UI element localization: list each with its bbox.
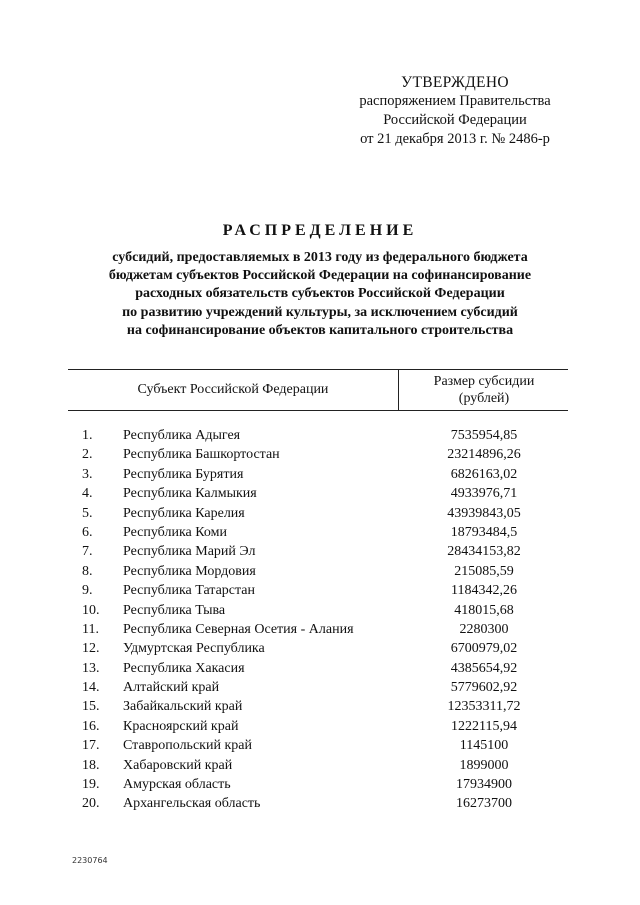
document-code: 2230764	[72, 856, 108, 865]
row-number: 1.	[82, 428, 93, 443]
row-subject-name: Алтайский край	[123, 680, 220, 696]
row-amount: 7535954,85	[450, 428, 518, 443]
table-row	[68, 794, 568, 813]
table-row	[68, 678, 568, 697]
row-amount: 6826163,02	[450, 466, 518, 482]
row-subject-name: Республика Карелия	[123, 505, 245, 521]
row-amount: 17934900	[456, 777, 512, 793]
table-row	[68, 717, 568, 736]
table-header	[68, 369, 568, 411]
row-subject-name: Архангельская область	[123, 796, 261, 812]
table-row	[68, 542, 568, 561]
row-subject-name: Республика Марий Эл	[123, 544, 256, 560]
row-number: 18.	[82, 757, 100, 773]
row-number: 12.	[82, 641, 100, 657]
row-amount: 6700979,02	[450, 641, 518, 657]
row-number: 16.	[82, 718, 100, 734]
row-subject-name: Забайкальский край	[123, 699, 243, 715]
row-number: 4.	[82, 486, 93, 502]
table-row	[68, 736, 568, 755]
row-subject-name: Республика Татарстан	[123, 583, 256, 599]
document-subtitle	[40, 249, 600, 340]
table-row	[68, 659, 568, 678]
subtitle-line-3: расходных обязательств субъектов Российской Федерации	[135, 286, 505, 302]
row-number: 14.	[82, 680, 100, 696]
header-amount-line-2: (рублей)	[458, 391, 510, 406]
row-subject-name: Хабаровский край	[123, 757, 233, 773]
subtitle-line-2: бюджетам субъектов Российской Федерации на софинансирование	[108, 268, 532, 284]
row-subject-name: Республика Бурятия	[123, 466, 244, 482]
table-row	[68, 504, 568, 523]
row-amount: 4933976,71	[450, 486, 518, 502]
row-subject-name: Республика Мордовия	[123, 563, 256, 579]
table-row	[68, 775, 568, 794]
subtitle-line-5: на софинансирование объектов капитального строительства	[126, 322, 514, 338]
row-number: 11.	[82, 621, 99, 637]
header-subject: Субъект Российской Федерации	[137, 382, 329, 397]
row-amount: 18793484,5	[450, 524, 518, 540]
table-row	[68, 697, 568, 716]
row-amount: 2280300	[459, 621, 509, 637]
row-amount: 43939843,05	[447, 505, 521, 521]
document-title: РАСПРЕДЕЛЕНИЕ	[222, 222, 418, 239]
row-number: 9.	[82, 583, 93, 599]
row-number: 3.	[82, 466, 93, 482]
table-row	[68, 445, 568, 464]
row-subject-name: Амурская область	[123, 777, 231, 793]
row-subject-name: Красноярский край	[123, 718, 239, 734]
row-amount: 12353311,72	[447, 699, 521, 715]
subtitle-line-1: субсидий, предоставляемых в 2013 году из федерального бюджета	[112, 250, 528, 265]
table-row	[68, 484, 568, 503]
approval-block	[330, 73, 580, 149]
row-subject-name: Республика Тыва	[123, 602, 226, 618]
row-number: 10.	[82, 602, 100, 618]
subtitle-line-4: по развитию учреждений культуры, за исключением субсидий	[122, 304, 518, 320]
approval-heading: УТВЕРЖДЕНО	[401, 74, 509, 91]
row-amount: 4385654,92	[450, 660, 518, 676]
table-row	[68, 581, 568, 600]
row-amount: 28434153,82	[447, 544, 521, 560]
row-subject-name: Удмуртская Республика	[123, 641, 265, 657]
row-number: 5.	[82, 505, 93, 521]
table-row	[68, 601, 568, 620]
table-row	[68, 620, 568, 639]
row-subject-name: Республика Адыгея	[123, 428, 241, 443]
row-amount: 5779602,92	[450, 680, 518, 696]
row-amount: 1899000	[459, 757, 509, 773]
row-subject-name: Республика Хакасия	[123, 660, 245, 676]
approval-line-3: от 21 декабря 2013 г. № 2486-р	[360, 131, 550, 147]
row-number: 7.	[82, 544, 93, 560]
row-number: 2.	[82, 447, 93, 463]
row-number: 17.	[82, 738, 100, 754]
row-number: 15.	[82, 699, 100, 715]
row-subject-name: Республика Калмыкия	[123, 486, 257, 502]
row-amount: 16273700	[456, 796, 512, 812]
row-amount: 23214896,26	[447, 447, 521, 463]
row-subject-name: Ставропольский край	[123, 738, 252, 754]
approval-line-2: Российской Федерации	[383, 112, 527, 128]
row-number: 6.	[82, 524, 93, 540]
header-amount	[399, 373, 569, 407]
row-number: 19.	[82, 777, 100, 793]
table-body	[68, 426, 568, 814]
table-row	[68, 562, 568, 581]
table-row	[68, 465, 568, 484]
table-row	[68, 639, 568, 658]
row-amount: 418015,68	[454, 602, 514, 618]
row-number: 8.	[82, 563, 93, 579]
row-subject-name: Республика Коми	[123, 524, 227, 540]
row-amount: 1145100	[459, 738, 509, 754]
row-amount: 215085,59	[454, 563, 514, 579]
approval-line-1: распоряжением Правительства	[359, 93, 551, 109]
header-amount-line-1: Размер субсидии	[433, 374, 535, 389]
table-row	[68, 523, 568, 542]
table-row	[68, 756, 568, 775]
row-subject-name: Республика Северная Осетия - Алания	[123, 621, 354, 637]
row-number: 20.	[82, 796, 100, 812]
row-amount: 1184342,26	[451, 583, 517, 599]
row-amount: 1222115,94	[451, 718, 517, 734]
subsidy-table	[68, 369, 568, 812]
row-subject-name: Республика Башкортостан	[123, 447, 280, 463]
row-number: 13.	[82, 660, 100, 676]
table-row	[68, 426, 568, 445]
